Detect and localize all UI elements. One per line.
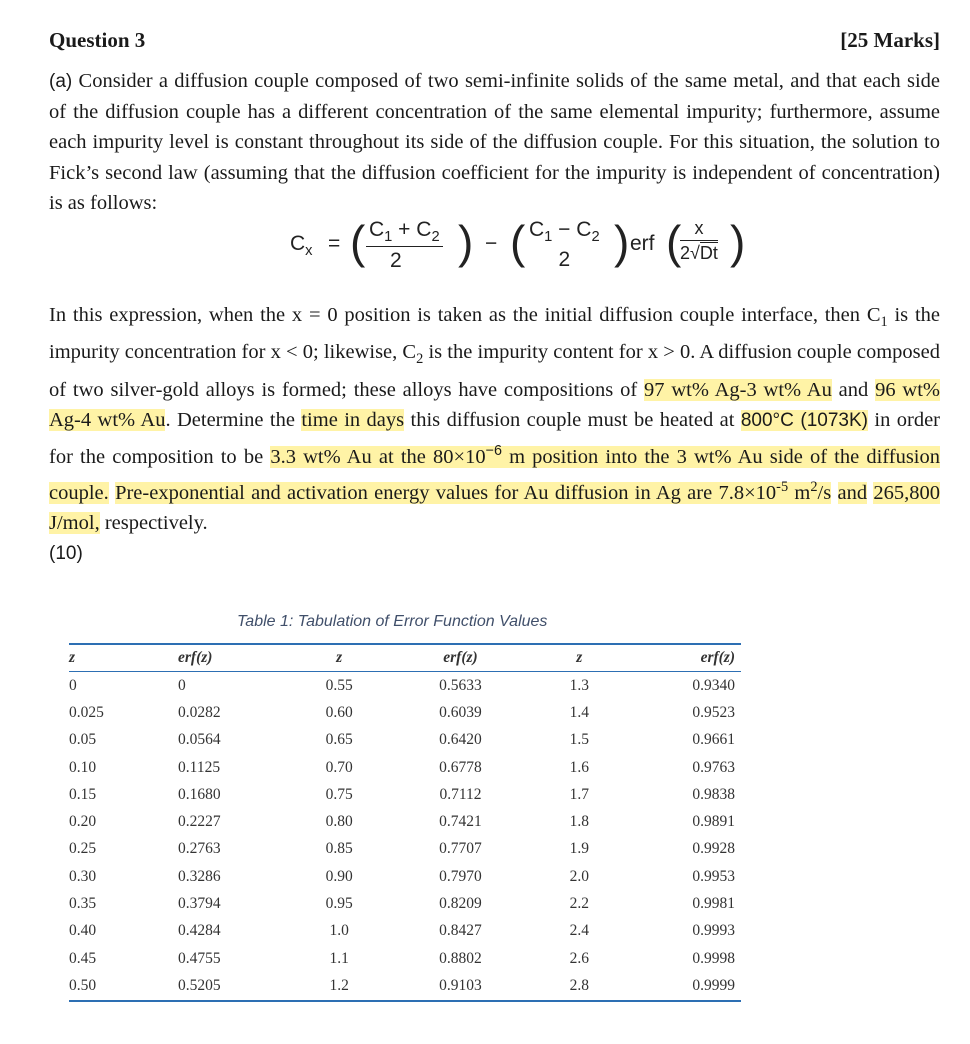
table-cell: 0.85	[325, 840, 353, 858]
formula-minus: −	[485, 232, 498, 255]
table-cell: 0.3286	[178, 867, 221, 885]
table-row	[69, 972, 741, 1000]
table-cell: 0.8209	[439, 895, 482, 913]
table-cell: 0.6778	[439, 758, 482, 776]
part-a-problem: In this expression, when the x = 0 position is taken as the initial diffusion couple interface, then $C_1$ is the impurity concentration for x < 0; likewise, $C_2$ is the impurity content for x > 0. A diffusion couple composed of two silver-gold alloys is formed; these alloys have compositions of 97 wt% Ag-3 wt% Au and 96 wt% Ag-4 wt% Au. Determine the time in days this diffusion couple must be heated at 800°C (1073K) in order for the composition to be 3.3 wt% Au at the $80\times 10^{-6}$ m position into the 3 wt% Au side of the diffusion couple. Pre-exponential and activation energy values for Au diffusion in Ag are $7.8\times 10^{-5}$ $m^2/s$ and 265,800 J/mol, respectively. (10)	[49, 304, 941, 565]
table-header-cell: erf(z)	[443, 649, 478, 666]
table-cell: 0.45	[69, 949, 97, 967]
table-cell: 0.9998	[692, 949, 735, 967]
table-cell: 0.95	[325, 895, 353, 913]
highlight-position: $80\times 10^{-6}$ m position into the 3 wt% Au side of the diffusion couple.	[49, 443, 940, 504]
table-cell: 0.3794	[178, 895, 221, 913]
table-cell: 0.0282	[178, 703, 221, 721]
question-header	[49, 28, 940, 56]
table-cell: 0.4755	[178, 949, 221, 967]
highlight-time-days: time in days	[301, 408, 405, 431]
fick-solution-equation	[290, 212, 746, 282]
part-a-intro	[49, 66, 940, 218]
formula-paren: )	[614, 216, 630, 268]
highlight-and: and	[837, 481, 868, 504]
table-cell: 0.8802	[439, 949, 482, 967]
part-a-text: Consider a diffusion couple composed of two semi-infinite solids of the same metal, and that each side of the diffusion couple has a different concentration of the same elemental impurity; furthermore, assume each impurity level is constant throughout its side of the diffusion couple. For this situation, the solution to Fick’s second law (assuming that the diffusion coefficient for the impurity is independent of concentration) is as follows:	[49, 70, 940, 214]
table-cell: 1.5	[569, 731, 590, 749]
table-cell: 0.40	[69, 922, 97, 940]
part-a-marks: (10)	[49, 543, 83, 565]
table-cell: 0.9763	[692, 758, 735, 776]
table-cell: 0.9999	[692, 976, 735, 994]
table-row	[69, 754, 741, 781]
table-cell: 2.0	[569, 867, 590, 885]
table-cell: 1.3	[569, 676, 590, 694]
table-cell: 0.35	[69, 895, 97, 913]
highlight-temperature: 800°C (1073K)	[740, 409, 868, 431]
formula-paren: )	[458, 216, 474, 268]
table-cell: 2.4	[569, 922, 590, 940]
table-row	[69, 781, 741, 808]
table-cell: 1.4	[569, 703, 590, 721]
table-cell: 0.9928	[692, 840, 735, 858]
table-cell: 0.9103	[439, 976, 482, 994]
table-cell: 0.5633	[439, 676, 482, 694]
table-row	[69, 890, 741, 917]
table-cell: 0.0564	[178, 731, 221, 749]
table-cell: 1.0	[329, 922, 349, 940]
table-cell: 0.50	[69, 976, 97, 994]
table-cell: 0.30	[69, 867, 97, 885]
table-cell: 1.1	[329, 949, 349, 967]
table-cell: 0.1125	[178, 758, 221, 776]
table-cell: 0.70	[325, 758, 353, 776]
table-cell: 0.9993	[692, 922, 735, 940]
question-marks: [25 Marks]	[840, 28, 940, 52]
table-header-cell: z	[336, 649, 343, 666]
table-row	[69, 672, 741, 700]
table-row	[69, 863, 741, 890]
table-cell: 0.2227	[178, 813, 221, 831]
table-row	[69, 727, 741, 754]
table-cell: 1.2	[329, 976, 349, 994]
table-cell: 0.025	[69, 703, 104, 721]
table-cell: 0.9340	[692, 676, 735, 694]
table-row	[69, 836, 741, 863]
formula-paren: (	[350, 216, 366, 268]
table-header-cell: erf(z)	[178, 649, 213, 666]
table-cell: 0.20	[69, 813, 97, 831]
table-cell: 0.9953	[692, 867, 735, 885]
formula-erf: erf	[630, 232, 655, 255]
table-cell: 2.6	[569, 949, 590, 967]
table-cell: 0	[69, 676, 77, 694]
table-cell: 0.60	[325, 703, 353, 721]
highlight-preexp-value: $7.8\times 10^{-5}$ $m^2/s$	[718, 479, 832, 504]
table-cell: 0.05	[69, 731, 97, 749]
table-cell: 0.65	[325, 731, 353, 749]
formula-paren: )	[730, 216, 746, 268]
table-cell: 2.2	[569, 895, 590, 913]
table-cell: 0.2763	[178, 840, 221, 858]
formula-paren: (	[666, 216, 682, 268]
formula-fraction-arg: $\frac{x}{2√Dt}$	[680, 218, 718, 263]
question-title: Question 3	[49, 28, 146, 52]
table-cell: 1.7	[569, 785, 590, 803]
highlight-preexp-label: Pre-exponential and activation energy values for Au diffusion in Ag are	[115, 481, 719, 504]
table-cell: 0.6420	[439, 731, 482, 749]
table-cell: 0.9838	[692, 785, 735, 803]
table-cell: 0.5205	[178, 976, 221, 994]
table-cell: 0.15	[69, 785, 97, 803]
table-cell: 0.4284	[178, 922, 221, 940]
table-cell: 0.9523	[692, 703, 735, 721]
formula-fraction-diff: $C_1 - C_2$ 2	[529, 218, 600, 272]
table-cell: 0.25	[69, 840, 97, 858]
table-row	[69, 699, 741, 726]
table-cell: 0.8427	[439, 922, 482, 940]
table-cell: 0.90	[325, 867, 353, 885]
table-header-cell: z	[69, 649, 76, 666]
table-cell: 0.75	[325, 785, 353, 803]
highlight-activation-energy: 265,800 J/mol,	[49, 481, 941, 535]
table-cell: 1.9	[569, 840, 590, 858]
table-cell: 0.6039	[439, 703, 482, 721]
table-cell: 0.10	[69, 758, 97, 776]
table-cell: 0.1680	[178, 785, 221, 803]
table-row	[69, 808, 741, 835]
table-cell: 2.8	[569, 976, 590, 994]
table-header-cell: erf(z)	[700, 649, 735, 666]
formula-equals: =	[328, 232, 341, 255]
table-cell: 0.7421	[439, 813, 482, 831]
highlight-alloy-2: 96 wt% Ag-4 wt% Au	[49, 378, 941, 431]
table-cell: 0.7707	[439, 840, 482, 858]
table-header-row	[69, 644, 741, 672]
table-cell: 1.8	[569, 813, 590, 831]
error-function-table	[69, 643, 741, 1002]
table-row	[69, 918, 741, 945]
table-cell: 0.9661	[692, 731, 735, 749]
formula-fraction-sum: $\frac{C_1 + C_2}{2}$	[366, 218, 443, 273]
formula-lhs: $C_x$	[290, 232, 313, 260]
table-header-cell: z	[576, 649, 583, 666]
highlight-composition: 3.3 wt% Au at the	[270, 445, 434, 468]
highlight-alloy-1: 97 wt% Ag-3 wt% Au	[644, 378, 832, 401]
table-cell: 0.80	[325, 813, 353, 831]
formula-paren: (	[510, 216, 526, 268]
part-a-label: (a)	[49, 71, 73, 92]
table-row	[69, 945, 741, 972]
table-caption: Table 1: Tabulation of Error Function Values	[237, 613, 548, 630]
table-cell: 1.6	[569, 758, 590, 776]
table-cell: 0	[178, 676, 186, 694]
table-cell: 0.7112	[439, 785, 482, 803]
table-cell: 0.55	[325, 676, 353, 694]
table-cell: 0.7970	[439, 867, 482, 885]
table-cell: 0.9891	[692, 813, 735, 831]
table-cell: 0.9981	[692, 895, 735, 913]
